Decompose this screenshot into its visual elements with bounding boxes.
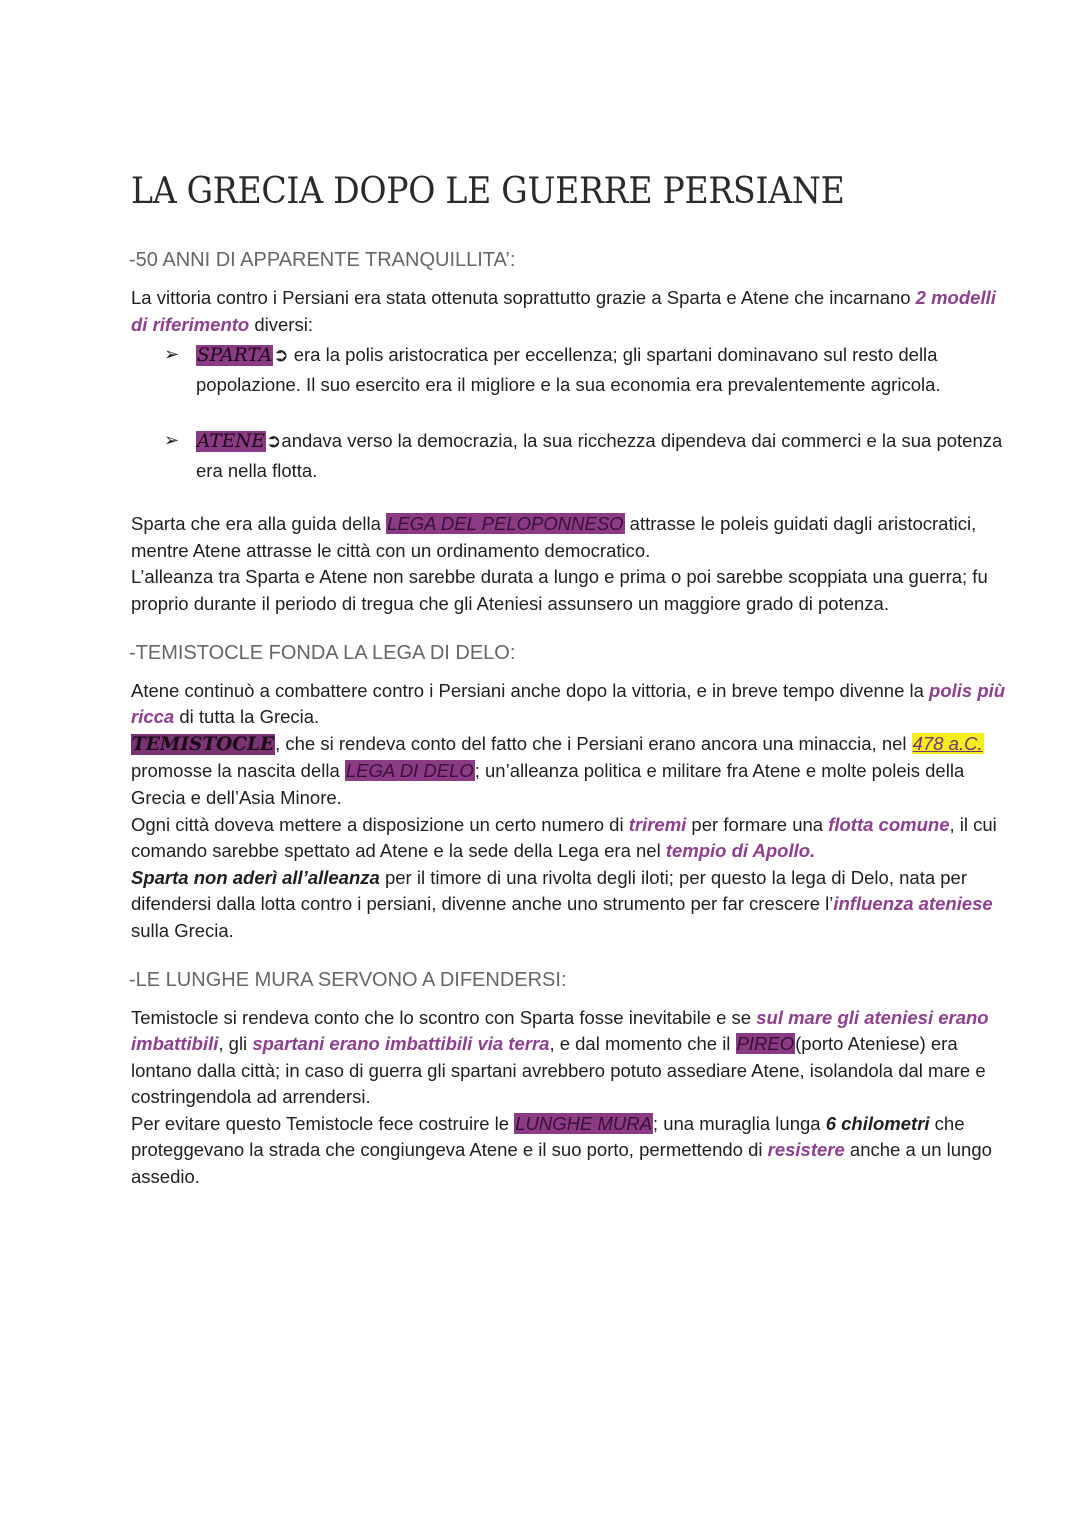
intro-paragraph bbox=[131, 285, 1011, 338]
paragraph: L’alleanza tra Sparta e Atene non sarebbe durata a lungo e prima o poi sarebbe scoppiata una guerra; fu proprio durante il periodo di tregua che gli Ateniesi assunsero un maggiore grado di potenza. bbox=[131, 566, 988, 614]
text-run: di tutta la Grecia. bbox=[174, 706, 320, 728]
section-tranquillita bbox=[131, 247, 1011, 618]
emphasis: triremi bbox=[628, 813, 687, 835]
highlight-term: TEMISTOCLE bbox=[132, 733, 275, 755]
highlight-term: LUNGHE MURA bbox=[515, 1112, 652, 1134]
highlight-term: SPARTA bbox=[197, 345, 273, 367]
text-run: Ogni città doveva mettere a disposizione un certo numero di bbox=[131, 813, 629, 835]
paragraph bbox=[131, 865, 1011, 945]
emphasis: 2 modelli di riferimento bbox=[131, 287, 996, 335]
text-run: Temistocle si rendeva conto che lo scontro con Sparta fosse inevitabile e se bbox=[131, 1006, 757, 1028]
section-heading: -50 ANNI DI APPARENTE TRANQUILLITA’: bbox=[129, 249, 516, 271]
emphasis: influenza ateniese bbox=[833, 893, 993, 915]
emphasis: resistere bbox=[767, 1139, 845, 1161]
emphasis: sul mare gli ateniesi erano imbattibili bbox=[131, 1006, 989, 1055]
paragraph bbox=[131, 511, 1011, 564]
paragraph bbox=[131, 1005, 1011, 1111]
list-item-text: andava verso la democrazia, la sua ricchezza dipendeva dai commerci e la sua potenza era nella flotta. bbox=[196, 430, 1003, 482]
text-run: (porto Ateniese) era lontano dalla città; in caso di guerra gli spartani avrebbero potuto assediare Atene, isolandola dal mare e costringendola ad arrendersi. bbox=[131, 1033, 986, 1108]
text-run: promosse la nascita della bbox=[131, 760, 345, 782]
text-run: Per evitare questo Temistocle fece costruire le bbox=[131, 1112, 515, 1134]
section-heading: -LE LUNGHE MURA SERVONO A DIFENDERSI: bbox=[129, 968, 567, 991]
models-list bbox=[131, 340, 1011, 485]
paragraph bbox=[131, 1111, 1011, 1191]
list-item-sparta bbox=[164, 340, 1011, 399]
document-page bbox=[131, 170, 1011, 1191]
text-run: che proteggevano la strada che congiungeva Atene e il suo porto, permettendo di bbox=[131, 1112, 965, 1161]
text-run: per formare una bbox=[686, 813, 829, 835]
highlight-term: LEGA DI DELO bbox=[345, 760, 474, 782]
bullet-arrow-icon: ➢ bbox=[164, 430, 180, 451]
highlight-term: ATENE bbox=[197, 431, 265, 453]
text-run: attrasse le poleis guidati dagli aristocratici, mentre Atene attrasse le città con un ordinamento democratico. bbox=[131, 513, 977, 561]
emphasis: polis più ricca bbox=[131, 679, 1006, 728]
section-lunghe-mura bbox=[131, 967, 1011, 1191]
paragraph bbox=[131, 812, 1011, 865]
arrow-icon: ➲ bbox=[265, 430, 282, 452]
text-run: diversi: bbox=[249, 313, 313, 335]
page-title: LA GRECIA DOPO LE GUERRE PERSIANE bbox=[131, 171, 845, 212]
emphasis: tempio di Apollo. bbox=[665, 840, 816, 862]
text-run: ; una muraglia lunga bbox=[652, 1112, 826, 1134]
text-run: , che si rendeva conto del fatto che i Persiani erano ancora una minaccia, nel bbox=[275, 732, 912, 754]
text-run: ; un’alleanza politica e militare fra Atene e molte poleis della Grecia e dell’Asia Minore. bbox=[131, 760, 965, 808]
date-highlight: 478 a.C. bbox=[912, 732, 983, 754]
text-run: , il cui comando sarebbe spettato ad Atene e la sede della Lega era nel bbox=[131, 813, 997, 862]
bullet-arrow-icon: ➢ bbox=[164, 344, 180, 365]
paragraph bbox=[131, 731, 1011, 812]
text-run: sulla Grecia. bbox=[131, 919, 234, 941]
highlight-term: PIREO bbox=[736, 1033, 795, 1055]
text-run: Atene continuò a combattere contro i Persiani anche dopo la vittoria, e in breve tempo divenne la bbox=[131, 679, 930, 701]
emphasis: spartani erano imbattibili via terra bbox=[252, 1033, 550, 1055]
text-run: per il timore di una rivolta degli iloti; per questo la lega di Delo, nata per difendersi dalla lotta contro i persiani, divenne anche uno strumento per far crescere l’ bbox=[131, 866, 967, 915]
text-run: anche a un lungo assedio. bbox=[131, 1139, 992, 1188]
bold-emphasis: Sparta non aderì all’alleanza bbox=[131, 866, 380, 888]
list-item-atene bbox=[164, 426, 1011, 485]
paragraph bbox=[131, 678, 1011, 731]
text-run: , e dal momento che il bbox=[549, 1033, 736, 1055]
text-run: , gli bbox=[218, 1033, 253, 1055]
section-lega-di-delo bbox=[131, 640, 1011, 945]
highlight-term: LEGA DEL PELOPONNESO bbox=[387, 513, 624, 535]
text-run: Sparta che era alla guida della bbox=[131, 513, 387, 535]
bold-emphasis: 6 chilometri bbox=[825, 1112, 930, 1134]
text-run: La vittoria contro i Persiani era stata ottenuta soprattutto grazie a Sparta e Atene che incarnano bbox=[131, 287, 916, 308]
arrow-icon: ➲ bbox=[273, 344, 289, 366]
list-item-text: era la polis aristocratica per eccellenza; gli spartani dominavano sul resto della popolazione. Il suo esercito era il migliore e la sua economia era prevalentemente agricola. bbox=[196, 344, 941, 396]
emphasis: flotta comune bbox=[828, 813, 950, 835]
section-heading: -TEMISTOCLE FONDA LA LEGA DI DELO: bbox=[129, 641, 516, 664]
